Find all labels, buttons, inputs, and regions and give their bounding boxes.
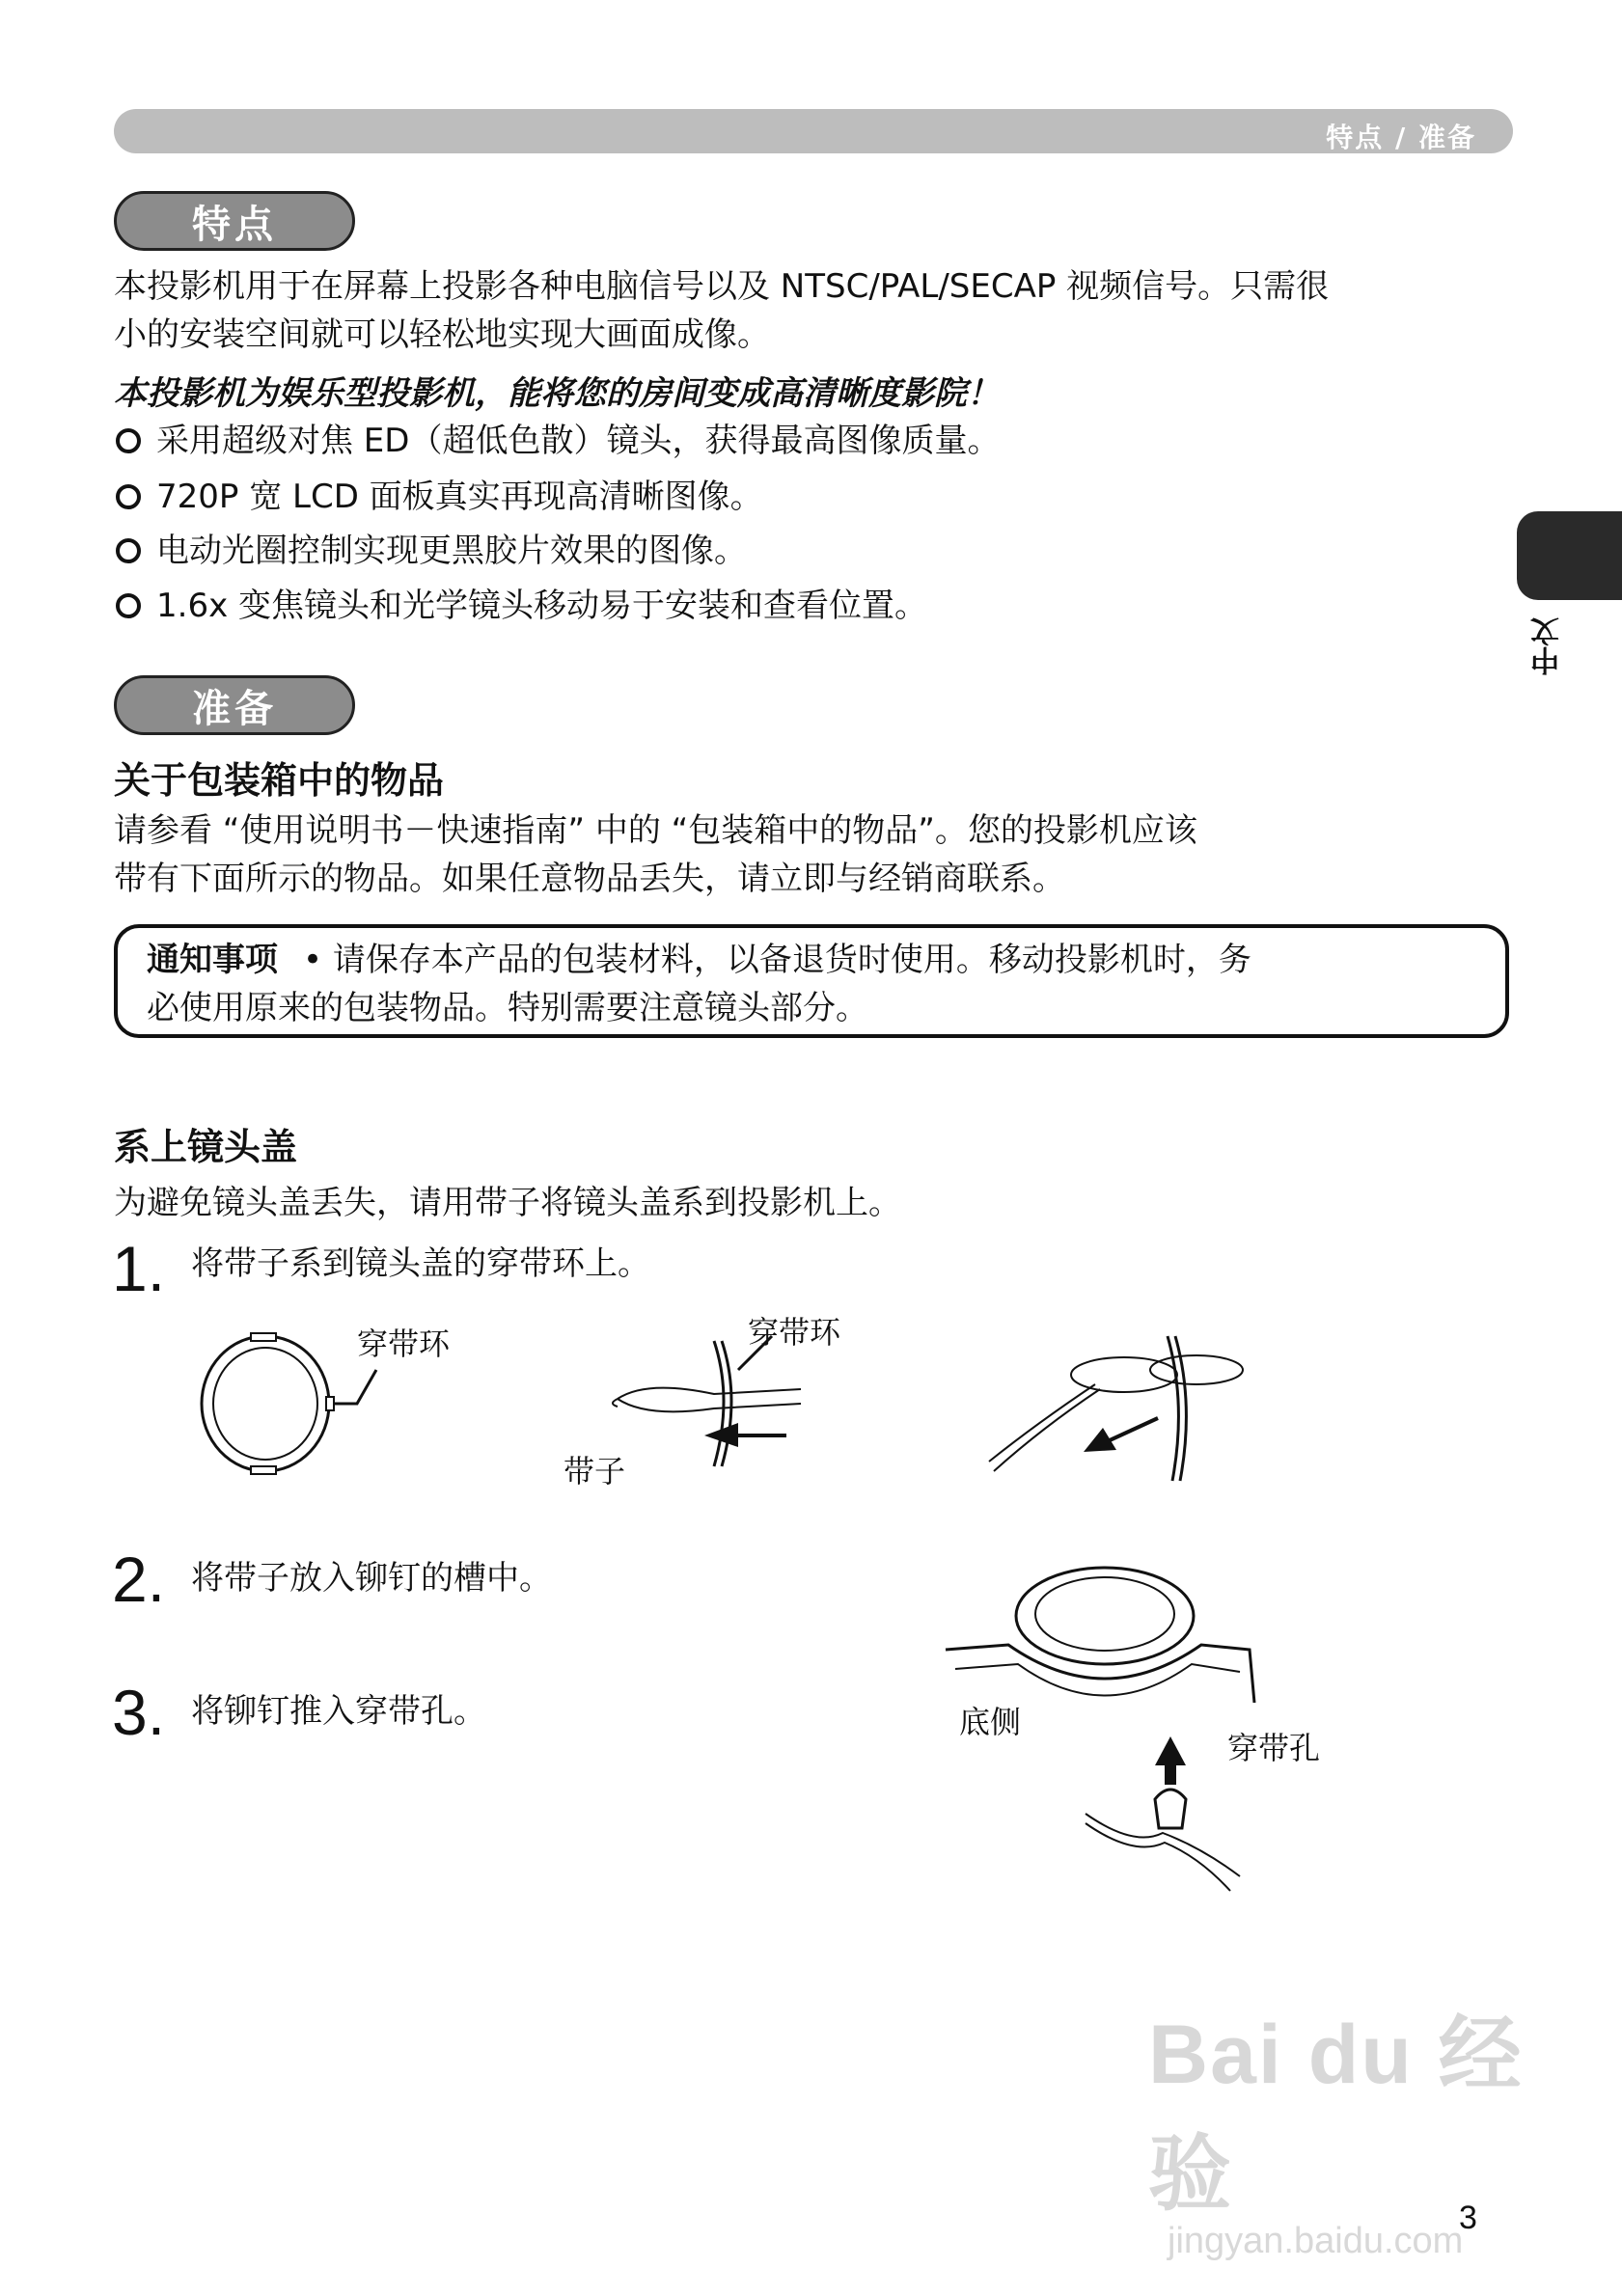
- lens-cap-intro: 为避免镜头盖丢失，请用带子将镜头盖系到投影机上。: [114, 1184, 901, 1222]
- knot-illustration: [979, 1326, 1259, 1486]
- step-number: 3.: [112, 1677, 166, 1748]
- strap-label: 带子: [564, 1453, 626, 1490]
- header-breadcrumb: 特点 / 准备: [1326, 122, 1476, 153]
- lens-cap-heading: 系上镜头盖: [114, 1126, 298, 1168]
- notice-text: • 请保存本产品的包装材料，以备退货时使用。移动投影机时，务: [303, 941, 1251, 979]
- preparation-section-title: 准备: [114, 675, 355, 735]
- box-contents-text-2: 带有下面所示的物品。如果任意物品丢失，请立即与经销商联系。: [114, 860, 1065, 898]
- watermark-url: jingyan.baidu.com: [1168, 2221, 1464, 2261]
- step-text: 将带子放入铆钉的槽中。: [191, 1559, 552, 1598]
- step-number: 2.: [112, 1544, 166, 1615]
- header-bar: [114, 109, 1513, 153]
- step-number: 1.: [112, 1233, 166, 1304]
- watermark-logo: Bai du 经验: [1148, 2009, 1524, 2221]
- feature-bullet: 采用超级对焦 ED（超低色散）镜头，获得最高图像质量。: [114, 417, 1000, 465]
- notice-box: [114, 924, 1509, 1038]
- loop-label-1: 穿带环: [357, 1326, 451, 1362]
- feature-bullet: 720P 宽 LCD 面板真实再现高清晰图像。: [114, 473, 763, 521]
- side-language-tab: [1517, 511, 1622, 600]
- bottom-side-label: 底侧: [959, 1704, 1022, 1740]
- step-text: 将带子系到镜头盖的穿带环上。: [191, 1244, 650, 1283]
- baidu-watermark: [1148, 1987, 1534, 2261]
- side-language-label: 中文: [1531, 617, 1565, 675]
- features-intro-2: 小的安装空间就可以轻松地实现大画面成像。: [114, 315, 770, 354]
- page-number: 3: [1459, 2200, 1477, 2236]
- feature-bullet: 1.6x 变焦镜头和光学镜头移动易于安装和查看位置。: [114, 582, 927, 630]
- step-text: 将铆钉推入穿带孔。: [191, 1692, 486, 1731]
- notice-text-2: 必使用原来的包装物品。特别需要注意镜头部分。: [147, 989, 868, 1027]
- notice-label: 通知事项: [147, 941, 278, 979]
- features-intro: 本投影机用于在屏幕上投影各种电脑信号以及 NTSC/PAL/SECAP 视频信号。只需很: [114, 267, 1330, 306]
- features-tagline: 本投影机为娱乐型投影机，能将您的房间变成高清晰度影院！: [114, 374, 1000, 413]
- bullet-circle-icon: [116, 428, 141, 453]
- loop-label-2: 穿带环: [748, 1314, 841, 1351]
- bullet-circle-icon: [116, 484, 141, 509]
- bullet-circle-icon: [116, 593, 141, 618]
- strap-hole-label: 穿带孔: [1227, 1730, 1321, 1766]
- features-section-title: 特点: [114, 191, 355, 251]
- box-contents-heading: 关于包装箱中的物品: [114, 759, 445, 802]
- box-contents-text: 请参看 “使用说明书－快速指南” 中的 “包装箱中的物品”。您的投影机应该: [114, 811, 1197, 850]
- feature-bullet: 电动光圈控制实现更黑胶片效果的图像。: [114, 527, 747, 575]
- bullet-circle-icon: [116, 538, 141, 563]
